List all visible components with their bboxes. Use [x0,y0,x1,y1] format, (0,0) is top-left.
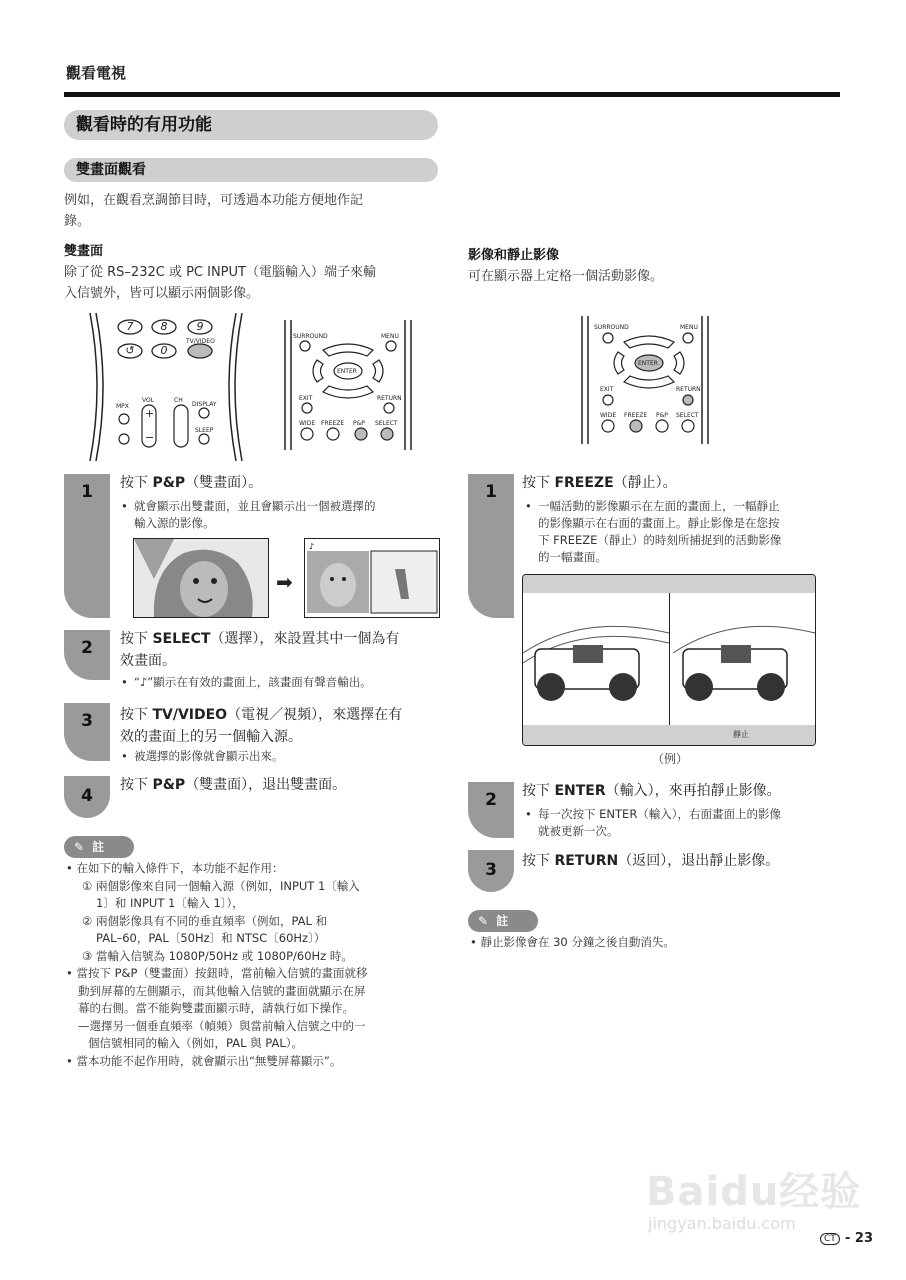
step-1-text: 按下 P&P（雙畫面）。 [120,475,263,491]
page-title: 觀看時的有用功能 [64,110,438,140]
vol-minus: − [145,431,155,444]
right-step-2-text: 按下 ENTER（輸入），來再拍靜止影像。 [522,783,781,799]
language-badge: CT [820,1233,840,1245]
right-step-2-bullet: • 每一次按下 ENTER（輸入），右面畫面上的影像 就被更新一次。 [538,806,844,840]
display-label: DISPLAY [192,401,217,408]
key-0: 0 [160,344,168,357]
step-2-text: 按下 SELECT（選擇），來設置其中一個為有 效畫面。 [120,631,400,669]
tvvideo-label: TV/VIDEO [186,338,215,345]
step-3-text: 按下 TV/VIDEO（電視／視頻），來選擇在有 效的畫面上的另一個輸入源。 [120,707,403,745]
note-badge-right: ✎ 註 [468,910,538,932]
arrow-right-icon: ➡ [276,570,293,594]
right-notes: • 靜止影像會在 30 分鐘之後自動消失。 [470,935,675,949]
left-notes: • 在如下的輸入條件下，本功能不起作用： ① 兩個影像來自同一個輸入源（例如，INPUT 1〔輸入 1〕和 INPUT 1〔輸入 1〕）， ② 兩個影像具有不同的垂直頻率（例如，PAL 和 PAL–60，PAL〔50Hz〕和 NTSC〔60Hz〕） ③ 當輸入信號為 1080P/50Hz 或 1080P/60Hz 時。 • 當按下 P&P（雙畫面）按鈕時，當前輸入信號的畫面就移 動到屏幕的左側顯示，而其他輸入信號的畫面就顯示在屏 幕的右側。當不能夠雙畫面顯示時，請執行如下操作。 —選擇另一個垂直頻率（幀頻）與當前輸入信號之中的一 個信號相同的輸入（例如，PAL 與 PAL）。 • 當本功能不起作用時，就會顯示出“無雙屏幕顯示”。 [66,861,368,1068]
key-7: 7 [126,320,134,333]
svg-text:♪: ♪ [309,542,315,551]
watermark-url: jingyan.baidu.com [648,1214,796,1233]
right-description: 可在顯示器上定格一個活動影像。 [468,269,664,284]
single-screen-image [133,538,269,618]
sleep-label: SLEEP [195,427,214,434]
right-heading: 影像和靜止影像 [468,248,560,263]
right-step-number-3: 3 [485,860,497,880]
header-rule [64,92,840,97]
page-number: - 23 [845,1231,874,1246]
vol-plus: + [145,407,155,420]
step-number-1: 1 [81,482,93,502]
dual-screen-image [304,538,440,618]
subtitle: 雙畫面觀看 [64,158,438,182]
step-2-bullet: • “♪”顯示在有效的畫面上，該畫面有聲音輸出。 [134,674,372,691]
mpx-label: MPX [116,403,129,410]
ch-label: CH [174,397,183,404]
right-step-1-text: 按下 FREEZE（靜止）。 [522,475,677,491]
right-step-3-text: 按下 RETURN（返回），退出靜止影像。 [522,853,780,869]
step-1-bullet: • 就會顯示出雙畫面，並且會顯示出一個被選擇的 輸入源的影像。 [134,498,444,532]
section-header: 觀看電視 [66,64,127,82]
pencil-icon-right: ✎ [478,914,489,928]
watermark-logo: Baidu经验 [646,1169,862,1215]
remote-keypad-illustration [86,313,246,461]
step-number-3: 3 [81,711,93,731]
pencil-icon: ✎ [74,840,85,854]
intro-text: 例如，在觀看烹調節目時，可透過本功能方便地作記 錄。 [64,193,364,229]
right-step-number-2: 2 [485,790,497,810]
key-9: 9 [196,320,204,333]
freeze-label: 靜止 [733,730,749,739]
right-step-number-1: 1 [485,482,497,502]
left-description: 除了從 RS–232C 或 PC INPUT（電腦輸入）端子來輸 入信號外，皆可以顯示兩個影像。 [64,265,376,301]
vol-label: VOL [142,397,155,404]
freeze-example-screen [522,574,816,746]
step-3-bullet: • 被選擇的影像就會顯示出來。 [134,748,284,765]
remote-navpad-illustration-right: SURROUND MENU ENTER EXIT RETURN WIDE FREEZE P&P SELECT [580,316,710,444]
note-badge-left: ✎ 註 [64,836,134,858]
key-8: 8 [160,320,168,333]
step-number-2: 2 [81,638,93,658]
key-flashback: ↺ [125,344,135,357]
right-step-1-bullet: • 一幅活動的影像顯示在左面的畫面上，一幅靜止 的影像顯示在右面的畫面上。靜止影像是在您按 下 FREEZE（靜止）的時刻所捕捉到的活動影像 的一幅畫面。 [538,498,844,566]
left-heading: 雙畫面 [64,244,104,259]
example-caption: （例） [652,752,689,766]
remote-navpad-illustration: SURROUND MENU ENTER EXIT RETURN WIDE FREEZE P&P SELECT [283,320,413,450]
step-number-4: 4 [81,786,93,806]
step-4-text: 按下 P&P（雙畫面），退出雙畫面。 [120,777,347,793]
